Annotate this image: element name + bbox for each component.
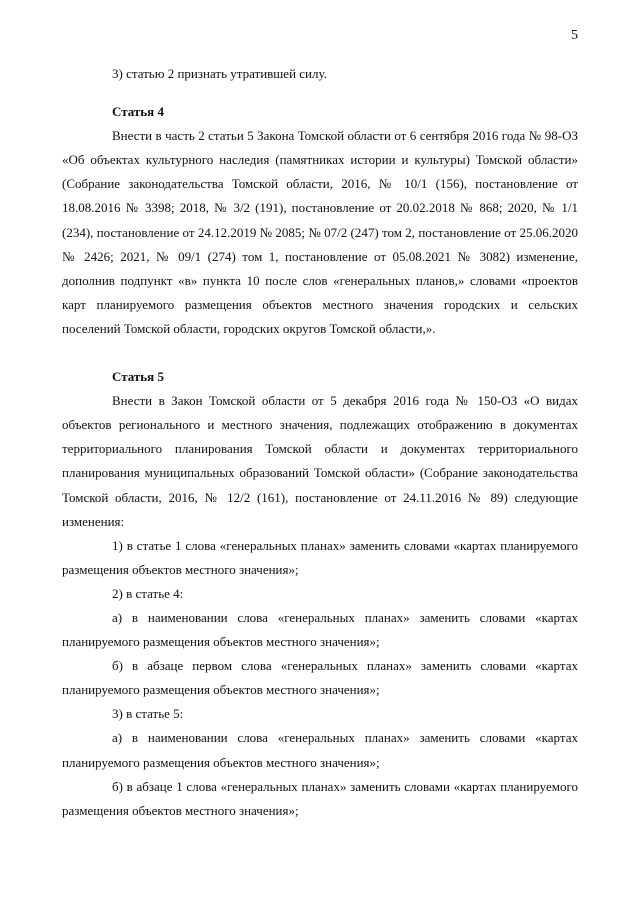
paragraph-intro: 3) статью 2 признать утратившей силу.	[112, 66, 327, 81]
article-4-text: Внести в часть 2 статьи 5 Закона Томской области от 6 сентября 2016 года № 98-ОЗ «Об объектах культурного наследия (памятниках истории и культуры) Томской области» (Собрание законодательства Томской области, 2016, № 10/1 (156), постановление от 18.08.2016 № 3398; 2018, № 3/2 (191), постановление от 20.02.2018 № 868; 2020, № 1/1 (234), постановление от 24.12.2019 № 2085; № 07/2 (247) том 2, постановление от 25.06.2020 № 2426; 2021, № 09/1 (274) том 1, постановление от 05.08.2021 № 3082) изменение, дополнив подпункт «в» пункта 10 после слов «генеральных планов,» словами «проектов карт планируемого размещения объектов местного значения городских и сельских поселений Томской области, городских округов Томской области,».	[62, 128, 578, 336]
document-body	[62, 62, 578, 823]
page-number: 5	[571, 28, 578, 43]
article-4-heading: Статья 4	[112, 104, 164, 120]
article-5-paragraph: б) в абзаце первом слова «генеральных планах» заменить словами «картах планируемого размещения объектов местного значения»;	[62, 658, 578, 698]
article-5-paragraph: а) в наименовании слова «генеральных планах» заменить словами «картах планируемого размещения объектов местного значения»;	[62, 730, 578, 770]
article-5-paragraph: Внести в Закон Томской области от 5 декабря 2016 года № 150-ОЗ «О видах объектов регионального и местного значения, подлежащих отображению в документах территориального планирования Томской области и документах территориального планирования муниципальных образований Томской области» (Собрание законодательства Томской области, 2016, № 12/2 (161), постановление от 24.11.2016 № 89) следующие изменения:	[62, 393, 578, 529]
article-5-heading: Статья 5	[112, 369, 164, 385]
article-5-paragraph: а) в наименовании слова «генеральных планах» заменить словами «картах планируемого размещения объектов местного значения»;	[62, 609, 578, 650]
article-5-paragraph: 3) в статье 5:	[112, 706, 184, 722]
article-5-paragraph: 1) в статье 1 слова «генеральных планах» заменить словами «картах планируемого размещения объектов местного значения»;	[62, 537, 578, 577]
article-5-paragraph: 2) в статье 4:	[112, 585, 184, 601]
article-5-paragraph: б) в абзаце 1 слова «генеральных планах» заменить словами «картах планируемого размещения объектов местного значения»;	[62, 778, 578, 818]
